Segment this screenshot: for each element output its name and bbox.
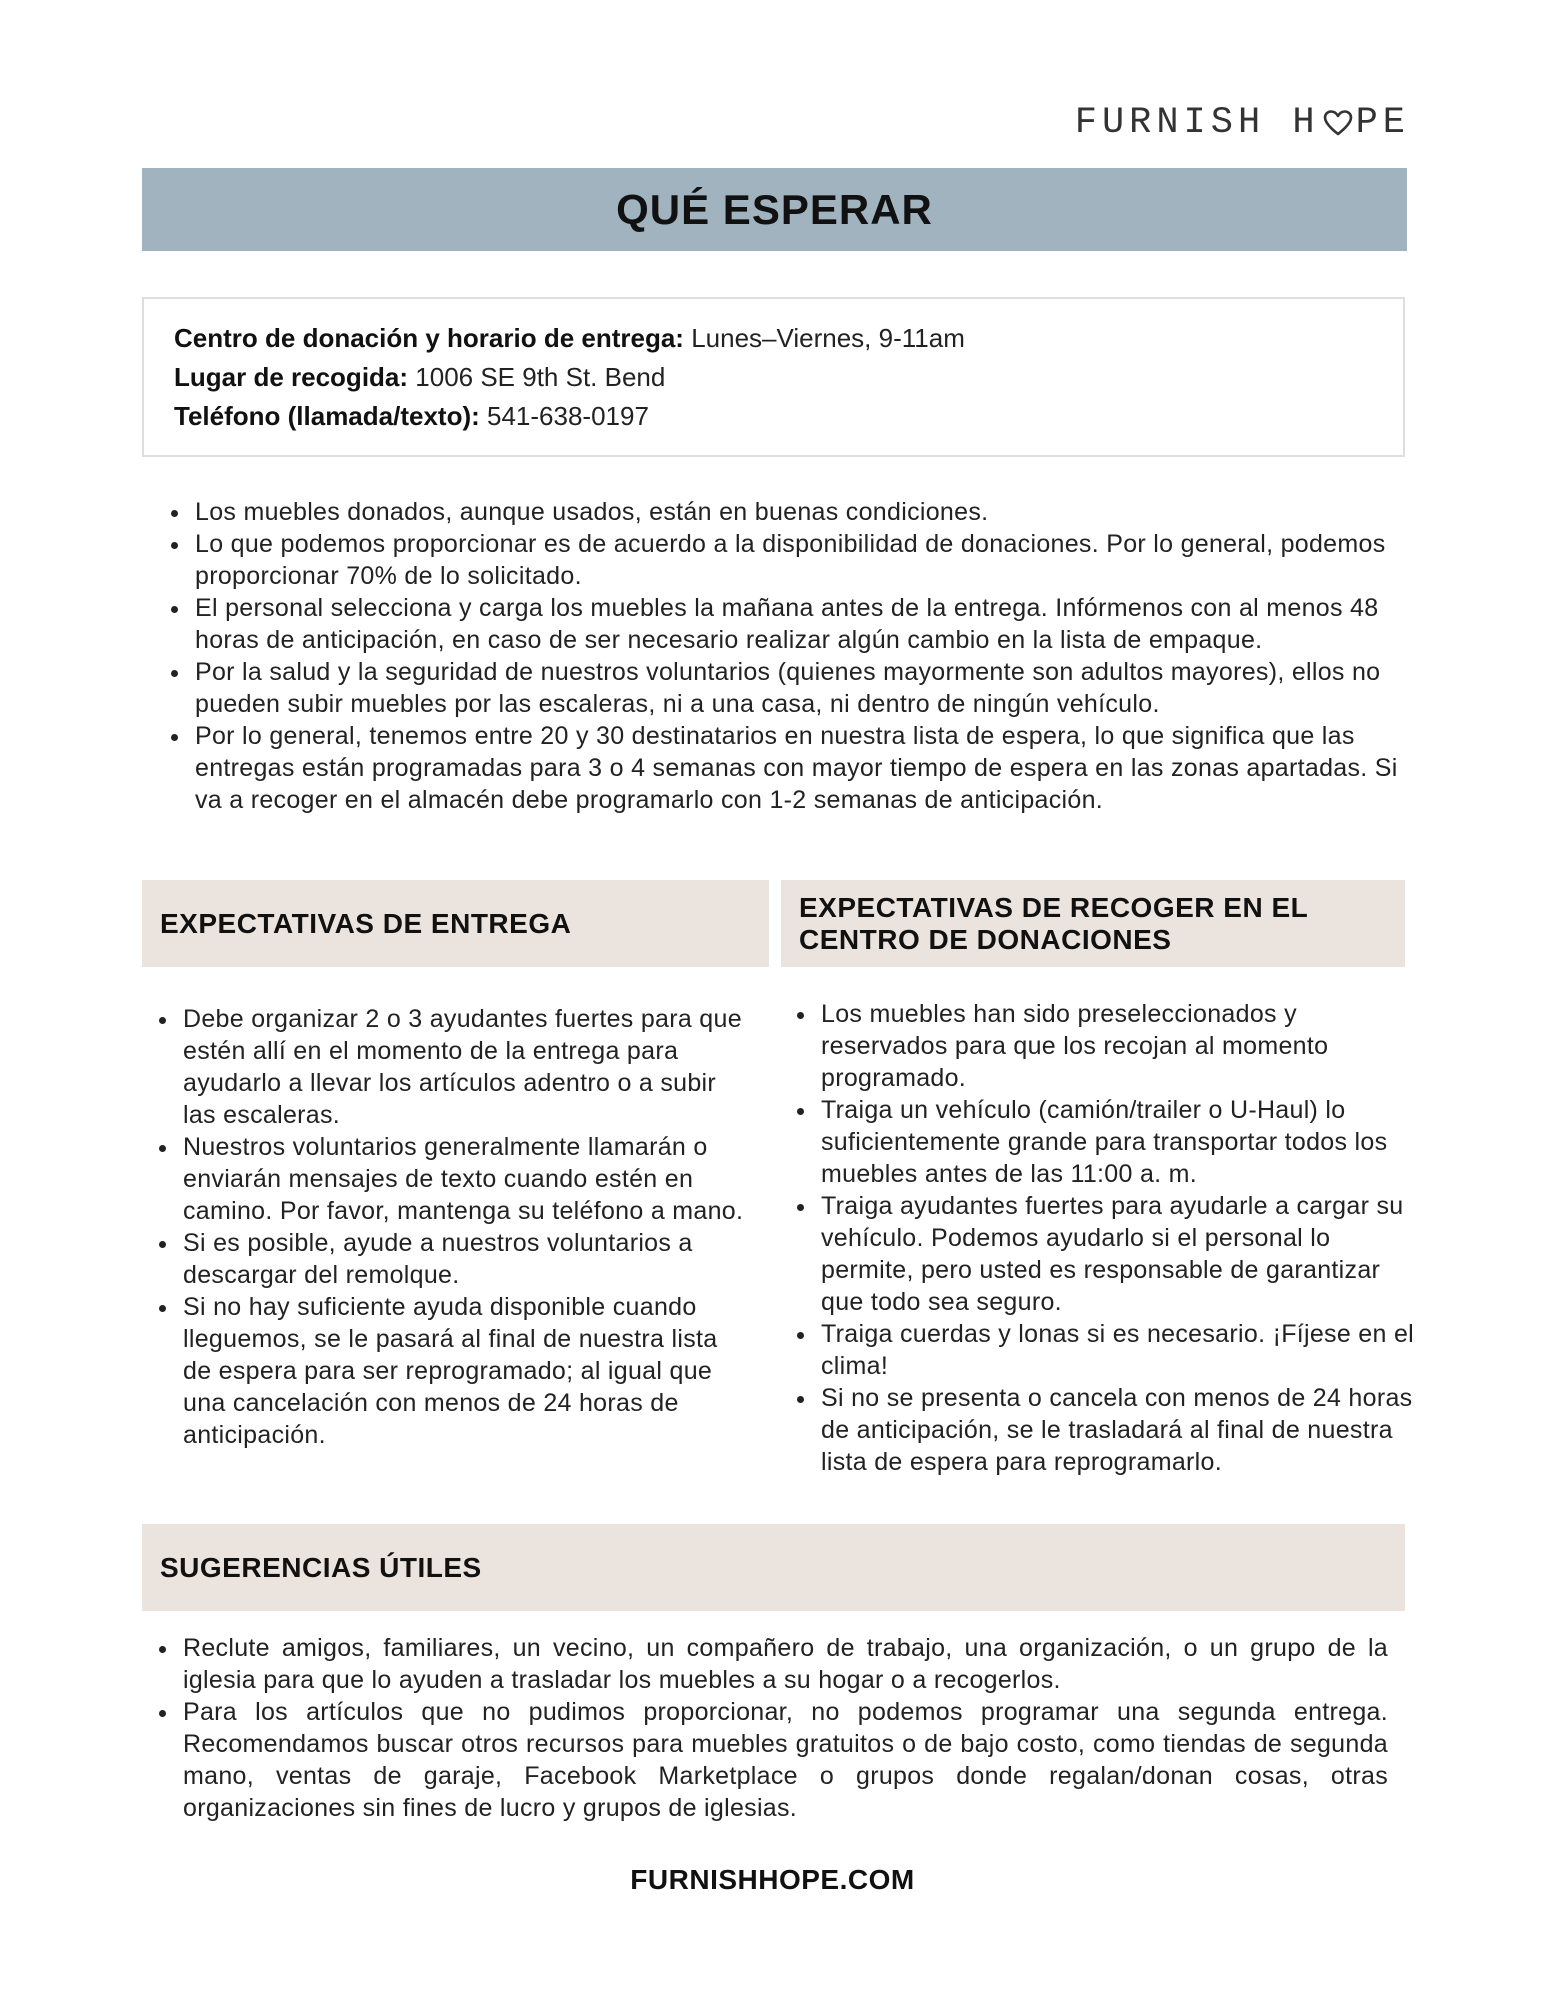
list-item: Nuestros voluntarios generalmente llamarán o enviarán mensajes de texto cuando estén en camino. Por favor, mantenga su teléfono a mano. bbox=[183, 1131, 751, 1227]
title-banner bbox=[142, 168, 1407, 251]
pickup-list bbox=[821, 998, 1421, 1478]
info-value: Lunes–Viernes, 9-11am bbox=[683, 323, 965, 353]
list-item: Traiga ayudantes fuertes para ayudarle a cargar su vehículo. Podemos ayudarlo si el personal lo permite, pero usted es responsable de garantizar que todo sea seguro. bbox=[821, 1190, 1421, 1318]
list-item: Los muebles han sido preseleccionados y reservados para que los recojan al momento programado. bbox=[821, 998, 1421, 1094]
list-item: Si no hay suficiente ayuda disponible cuando lleguemos, se le pasará al final de nuestra lista de espera para ser reprogramado; al igual que una cancelación con menos de 24 horas de anticipación. bbox=[183, 1291, 751, 1451]
pickup-section-header bbox=[781, 880, 1405, 967]
tips-heading: SUGERENCIAS ÚTILES bbox=[160, 1551, 482, 1583]
list-item: Por la salud y la seguridad de nuestros voluntarios (quienes mayormente son adultos mayores), ellos no pueden subir muebles por las escaleras, ni a una casa, ni dentro de ningún vehículo. bbox=[195, 656, 1420, 720]
list-item: Reclute amigos, familiares, un vecino, un compañero de trabajo, una organización, o un grupo de la iglesia para que lo ayuden a trasladar los muebles a su hogar o a recogerlos. bbox=[183, 1634, 1388, 1694]
expectations-list bbox=[195, 496, 1420, 816]
info-label: Teléfono (llamada/texto): bbox=[174, 401, 480, 431]
page-title: QUÉ ESPERAR bbox=[616, 185, 933, 233]
info-line-phone bbox=[174, 397, 1373, 436]
list-item: Traiga un vehículo (camión/trailer o U-Haul) lo suficientemente grande para transportar todos los muebles antes de las 11:00 a. m. bbox=[821, 1094, 1421, 1190]
info-value: 1006 SE 9th St. Bend bbox=[408, 362, 666, 392]
list-item: Traiga cuerdas y lonas si es necesario. ¡Fíjese en el clima! bbox=[821, 1318, 1421, 1382]
brand-text-start: FURNISH H bbox=[1074, 102, 1320, 144]
list-item: El personal selecciona y carga los muebles la mañana antes de la entrega. Infórmenos con al menos 48 horas de anticipación, en caso de ser necesario realizar algún cambio en la lista de empaque. bbox=[195, 592, 1420, 656]
delivery-list bbox=[183, 1003, 751, 1451]
list-item: Para los artículos que no pudimos proporcionar, no podemos programar una segunda entrega. Recomendamos buscar otros recursos para muebles gratuitos o de bajo costo, como tiendas de segunda mano, ventas de garaje, Facebook Marketplace o grupos donde regalan/donan cosas, otras organizaciones sin fines de lucro y grupos de iglesias. bbox=[183, 1698, 1388, 1822]
list-item: Si es posible, ayude a nuestros voluntarios a descargar del remolque. bbox=[183, 1227, 751, 1291]
list-item: Si no se presenta o cancela con menos de 24 horas de anticipación, se le trasladará al final de nuestra lista de espera para reprogramarlo. bbox=[821, 1382, 1421, 1478]
info-label: Lugar de recogida: bbox=[174, 362, 409, 392]
info-label: Centro de donación y horario de entrega: bbox=[174, 323, 684, 353]
info-line-schedule bbox=[174, 319, 1373, 358]
delivery-heading: EXPECTATIVAS DE ENTREGA bbox=[160, 907, 572, 939]
brand-text-end: PE bbox=[1355, 102, 1410, 144]
brand-logo bbox=[1075, 102, 1410, 144]
tips-section-header bbox=[142, 1524, 1405, 1611]
list-item: Los muebles donados, aunque usados, están en buenas condiciones. bbox=[195, 496, 1420, 528]
heart-icon bbox=[1323, 109, 1353, 137]
info-line-pickup bbox=[174, 358, 1373, 397]
info-value: 541-638-0197 bbox=[479, 401, 649, 431]
info-box bbox=[142, 297, 1405, 457]
footer-website: FURNISHHOPE.COM bbox=[630, 1864, 915, 1895]
pickup-heading: EXPECTATIVAS DE RECOGER EN EL CENTRO DE DONACIONES bbox=[799, 891, 1308, 955]
list-item: Debe organizar 2 o 3 ayudantes fuertes para que estén allí en el momento de la entrega para ayudarlo a llevar los artículos adentro o a subir las escaleras. bbox=[183, 1003, 751, 1131]
delivery-section-header bbox=[142, 880, 769, 967]
tips-list bbox=[183, 1632, 1388, 1824]
list-item: Por lo general, tenemos entre 20 y 30 destinatarios en nuestra lista de espera, lo que significa que las entregas están programadas para 3 o 4 semanas con mayor tiempo de espera en las zonas apartadas. Si va a recoger en el almacén debe programarlo con 1-2 semanas de anticipación. bbox=[195, 720, 1420, 816]
list-item: Lo que podemos proporcionar es de acuerdo a la disponibilidad de donaciones. Por lo general, podemos proporcionar 70% de lo solicitado. bbox=[195, 528, 1420, 592]
